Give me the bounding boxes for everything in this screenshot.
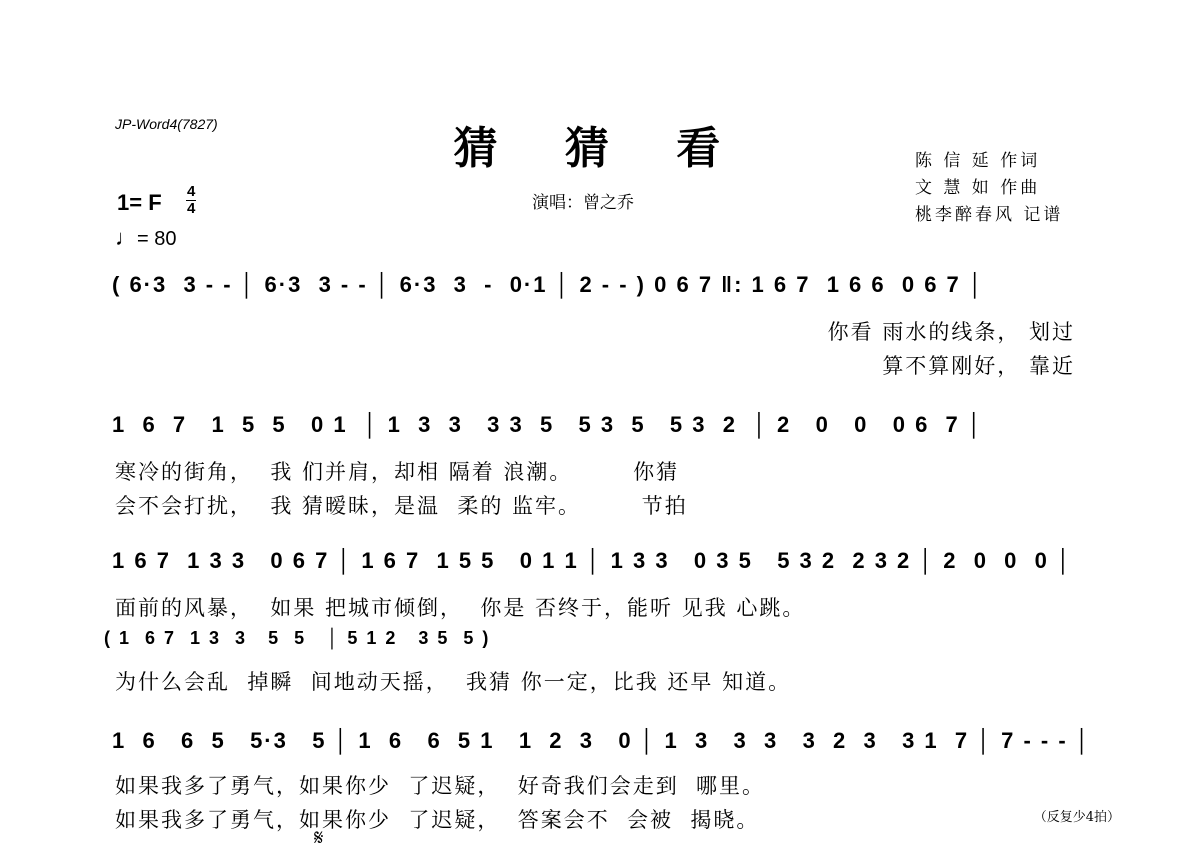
score-line-1-lyrics-verse-1: 你看 雨水的线条， 划过	[827, 320, 1075, 344]
source-label: JP-Word4(7827)	[115, 116, 218, 132]
score-line-4-lyrics-verse-1: 如果我多了勇气，如果你少 了迟疑， 好奇我们会走到 哪里。	[115, 774, 766, 798]
score-line-4-lyrics-verse-2: 如果我多了勇气，如果你少 了迟疑， 答案会不 会被 揭晓。	[115, 808, 760, 832]
score-line-1-notes: ( 6·3 3 - - │ 6·3 3 - - │ 6·3 3 - 0·1 │ 2 - - ) 0 6 7 ‖: 1 6 7 1 6 6 0 6 7 │	[112, 272, 985, 297]
repeat-note: （反复少4拍）	[1033, 810, 1120, 825]
score-line-3-lyrics-verse-1: 面前的风暴， 如果 把城市倾倒， 你是 否终于，能听 见我 心跳。	[115, 596, 806, 620]
score-line-2-lyrics-verse-2: 会不会打扰， 我 猜暧昧，是温 柔的 监牢。 节拍	[115, 494, 688, 518]
score-line-3-alternate-notes: ( 1 6 7 1 3 3 5 5 │ 5 1 2 3 5 5 )	[104, 628, 491, 648]
quarter-note-icon: ♩	[115, 225, 137, 250]
lyricist-credit: 陈 信 延 作词	[915, 151, 1041, 171]
score-line-4-notes: 1 6 6 5 5·3 5 │ 1 6 6 5 1 1 2 3 0 │ 1 3 3 3 3 2 3 3 1 7 │ 7 - - - │	[112, 728, 1092, 753]
singer-label: 演唱：曾之乔	[532, 193, 634, 213]
credits-block	[915, 148, 1063, 229]
score-line-2-notes: 1 6 7 1 5 5 0 1 │ 1 3 3 3 3 5 5 3 5 5 3 2 │ 2 0 0 0 6 7 │	[112, 412, 984, 437]
key-signature: 1= F	[117, 190, 162, 215]
transcriber-credit: 桃李醉春风 记谱	[915, 205, 1064, 225]
time-signature-top: 4	[187, 183, 196, 200]
time-signature	[186, 184, 196, 217]
score-line-2-lyrics-verse-1: 寒冷的街角， 我 们并肩，却相 隔着 浪潮。 你猜	[115, 460, 680, 484]
segno-icon: 𝄋	[314, 826, 324, 851]
composer-credit: 文 慧 如 作曲	[915, 178, 1041, 198]
tempo-value: = 80	[137, 228, 177, 250]
song-title: 猜 猜 看	[453, 123, 747, 174]
score-line-3-notes: 1 6 7 1 3 3 0 6 7 │ 1 6 7 1 5 5 0 1 1 │ 1 3 3 0 3 5 5 3 2 2 3 2 │ 2 0 0 0 │	[112, 548, 1073, 573]
tempo-marking	[115, 225, 176, 251]
score-line-3-lyrics-verse-2: 为什么会乱 掉瞬 间地动天摇， 我猜 你一定，比我 还早 知道。	[115, 670, 792, 694]
time-signature-bottom: 4	[187, 200, 196, 217]
score-line-1-lyrics-verse-2: 算不算刚好， 靠近	[882, 354, 1075, 378]
